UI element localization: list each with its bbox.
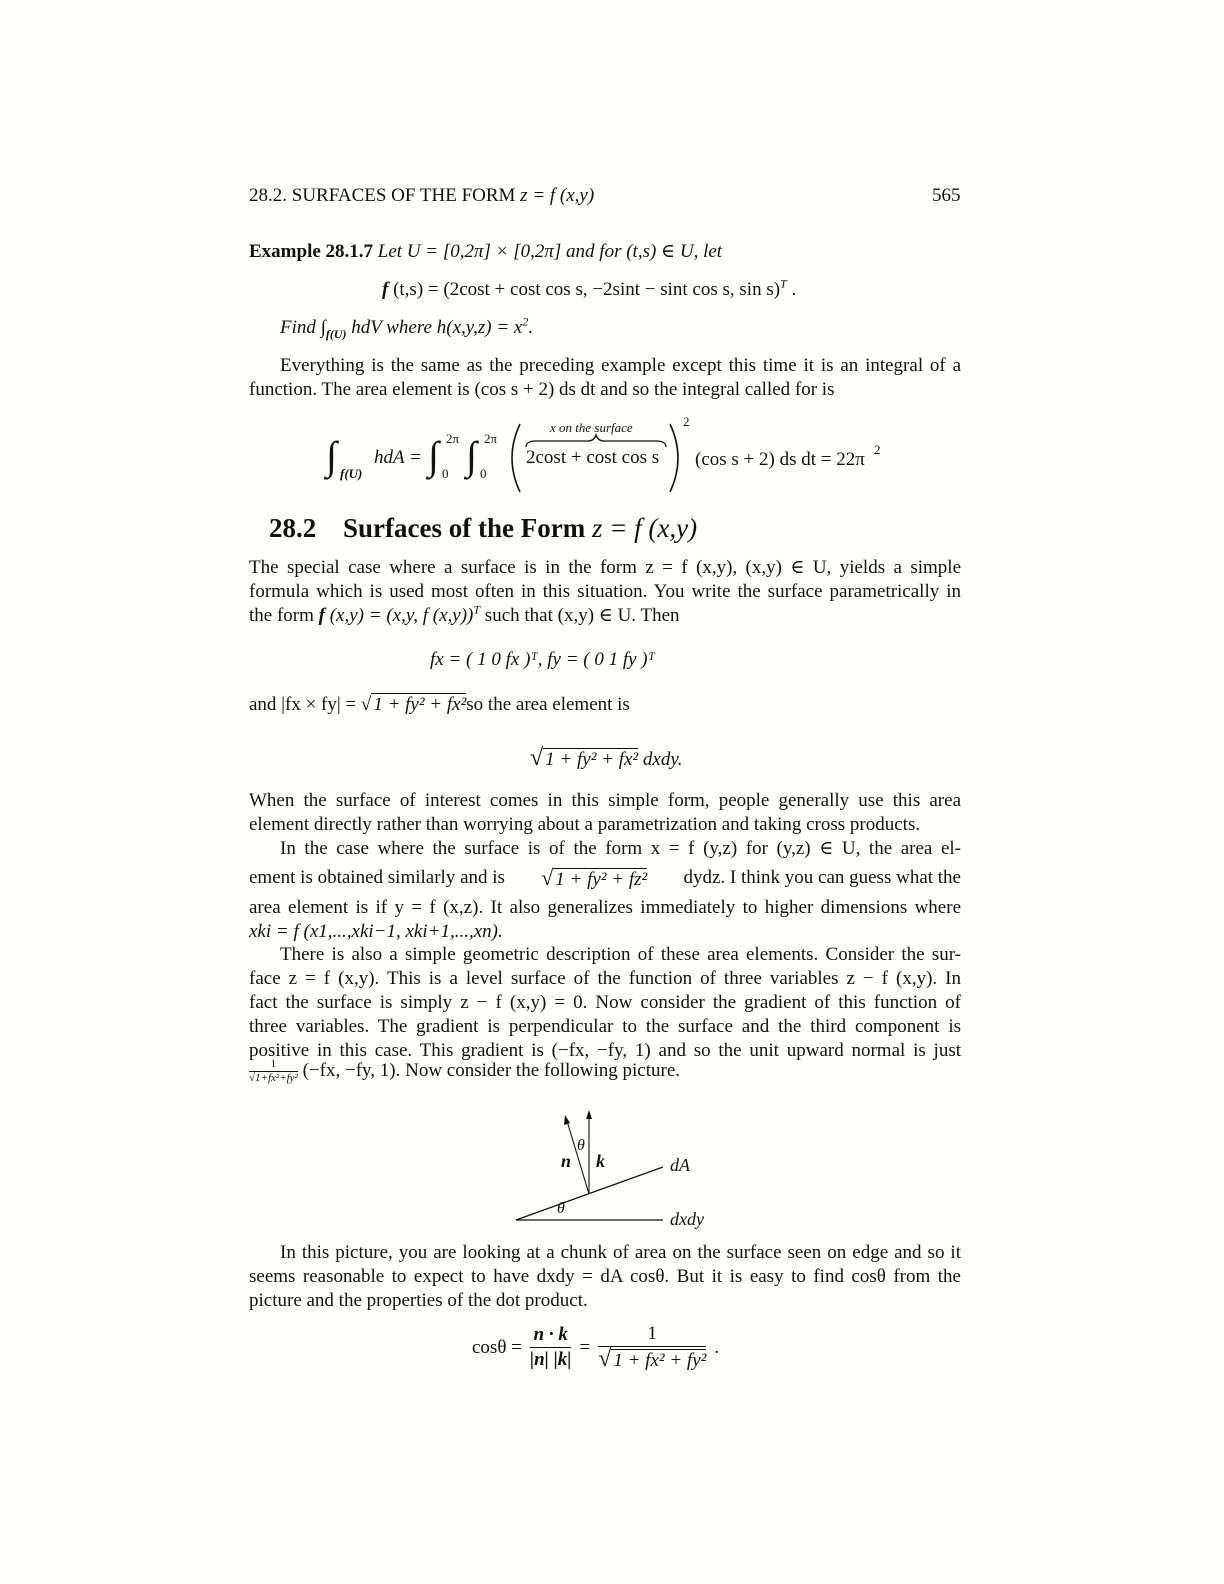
integral-power: 2 — [683, 414, 690, 429]
integral-sign: ∫ — [326, 433, 337, 478]
body-line-w2: element directly rather than worrying about a parametrization and taking cross products. — [249, 814, 921, 835]
brace-label: x on the surface — [550, 420, 633, 435]
example-label: Example 28.1.7 — [249, 241, 374, 262]
s3a: the form — [249, 605, 314, 626]
find-sub: f(U) — [325, 326, 347, 341]
final-equation — [472, 1322, 719, 1373]
theta-top-label: θ — [577, 1137, 585, 1154]
and-line-radicand: 1 + fy² + fx² — [373, 694, 467, 715]
s3b: f — [318, 605, 325, 626]
c2b: dydz. I think you can guess what the — [683, 867, 961, 888]
section-heading — [269, 511, 697, 545]
integral-rest-sup: 2 — [874, 442, 881, 457]
lower-limit-s: 0 — [480, 466, 487, 481]
upper-limit-t: 2π — [446, 431, 460, 446]
n-arrowhead — [564, 1115, 570, 1125]
example-equation — [382, 278, 796, 302]
body-line-g1: There is also a simple geometric description of these area elements. Consider the sur- — [280, 944, 961, 965]
dot-product-fraction — [530, 1323, 572, 1372]
example-text: Let U = [0,2π] × [0,2π] and for (t,s) ∈ U, let — [377, 241, 723, 262]
final-eq-sign: = — [579, 1336, 591, 1358]
body-line-g5: positive in this case. This gradient is (−fx, −fy, 1) and so the unit upward normal is just — [249, 1040, 961, 1061]
c2a: ement is obtained similarly and is — [249, 867, 505, 888]
cos-num: 1 — [598, 1322, 706, 1347]
running-title-math: z = f (x,y) — [520, 185, 595, 206]
sqrt-sign-c2: √ — [541, 865, 554, 890]
body-line-g2: face z = f (x,y). This is a level surface of the function of three variables z − f (x,y). In — [249, 968, 961, 989]
dot-den: |n| |k| — [529, 1349, 572, 1370]
transpose-sup: T — [780, 276, 787, 291]
cos-fraction — [598, 1322, 706, 1373]
s3sup: T — [473, 602, 481, 617]
section-title-math: z = f (x,y) — [591, 513, 698, 543]
body-line-w1: When the surface of interest comes in this simple form, people generally use this area — [249, 790, 961, 811]
body-line-c4: xki = f (x1,...,xki−1, xki+1,...,xn). — [249, 921, 503, 942]
body-line-g4: three variables. The gradient is perpendicular to the surface and the third component is — [249, 1016, 961, 1037]
fraction-den: √1+fx²+fy² — [249, 1072, 298, 1084]
unit-normal-fraction — [249, 1058, 298, 1085]
body-line-h2: seems reasonable to expect to have dxdy = dA cosθ. But it is easy to find cosθ from the — [249, 1266, 961, 1287]
dxdy-label: dxdy — [670, 1209, 704, 1229]
and-line-b: so the area element is — [466, 694, 630, 715]
left-paren — [512, 424, 520, 492]
integral-sub: f(U) — [340, 466, 363, 481]
partials-equation: fx = ( 1 0 fx )ᵀ, fy = ( 0 1 fy )ᵀ — [430, 649, 655, 670]
cross-product-line — [249, 693, 630, 717]
body-line-s1: The special case where a surface is in the form z = f (x,y), (x,y) ∈ U, yields a simple — [249, 557, 961, 578]
cos-den: 1 + fx² + fy² — [613, 1350, 707, 1371]
s3c: (x,y) = (x,y, f (x,y)) — [329, 605, 474, 626]
g6-tail: (−fx, −fy, 1). Now consider the following picture. — [302, 1059, 681, 1081]
integral-sign-t: ∫ — [428, 433, 439, 478]
sqrt-sign-final: √ — [598, 1346, 612, 1372]
dot-num: n · k — [530, 1323, 572, 1348]
body-line-g6 — [249, 1058, 680, 1085]
paragraph-1-line-1: Everything is the same as the preceding example except this time it is an integral of a — [280, 355, 961, 376]
normal-diagram — [510, 1105, 670, 1230]
body-line-c1: In the case where the surface is of the form x = f (y,z) for (y,z) ∈ U, the area el- — [280, 838, 961, 859]
find-end: . — [528, 317, 534, 338]
integral-sign-s: ∫ — [466, 433, 477, 478]
c2-radicand: 1 + fy² + fz² — [555, 869, 648, 890]
body-line-s2: formula which is used most often in this situation. You write the surface parametrically in — [249, 581, 961, 602]
vector-f: f — [382, 279, 389, 300]
section-number: 28.2 — [269, 513, 317, 543]
integral-rest: (cos s + 2) ds dt = 22π — [695, 449, 865, 470]
theta-bottom-label: θ — [557, 1200, 565, 1217]
fraction-num: 1 — [249, 1058, 298, 1072]
body-line-g3: fact the surface is simply z − f (x,y) = 0. Now consider the gradient of this function of — [249, 992, 961, 1013]
body-line-c2 — [249, 866, 961, 892]
n-label: n — [561, 1151, 572, 1171]
paragraph-1-line-2: function. The area element is (cos s + 2) ds dt and so the integral called for is — [249, 379, 835, 400]
find-b: hdV where h(x,y,z) = x — [351, 317, 523, 338]
example-statement — [249, 240, 722, 264]
body-line-h1: In this picture, you are looking at a chunk of area on the surface seen on edge and so it — [280, 1242, 961, 1263]
running-title: 28.2. SURFACES OF THE FORM — [249, 185, 516, 206]
right-paren — [670, 424, 678, 492]
running-header — [249, 184, 594, 208]
equation-end: . — [791, 279, 797, 300]
area-element-display — [530, 746, 682, 772]
sqrt-sign: √ — [530, 745, 544, 771]
integral-lhs: hdA = — [374, 447, 422, 468]
and-line-a: and |fx × fy| = √ — [249, 694, 372, 715]
find-a: Find ∫ — [280, 317, 326, 338]
page-number: 565 — [932, 185, 961, 206]
section-title: Surfaces of the Form — [343, 513, 586, 543]
find-statement — [280, 316, 533, 340]
final-lhs: cosθ = — [472, 1336, 522, 1358]
body-line-h3: picture and the properties of the dot product. — [249, 1290, 588, 1311]
upper-limit-s: 2π — [484, 431, 498, 446]
area-element-tail: dxdy. — [642, 749, 683, 770]
k-arrowhead — [586, 1110, 592, 1119]
lower-limit-t: 0 — [442, 466, 449, 481]
equation-rhs: (t,s) = (2cost + cost cos s, −2sint − sint cos s, sin s) — [393, 279, 781, 300]
body-line-c3: area element is if y = f (x,z). It also generalizes immediately to higher dimensions where — [249, 897, 961, 918]
integral-inner: 2cost + cost cos s — [526, 447, 660, 468]
body-line-s3 — [249, 604, 680, 628]
k-label: k — [596, 1151, 605, 1171]
find-sup: 2 — [522, 314, 529, 329]
area-element-radicand: 1 + fy² + fx² — [545, 749, 639, 770]
final-end: . — [714, 1336, 720, 1358]
s3d: such that (x,y) ∈ U. Then — [484, 605, 680, 626]
dA-label: dA — [670, 1155, 690, 1175]
